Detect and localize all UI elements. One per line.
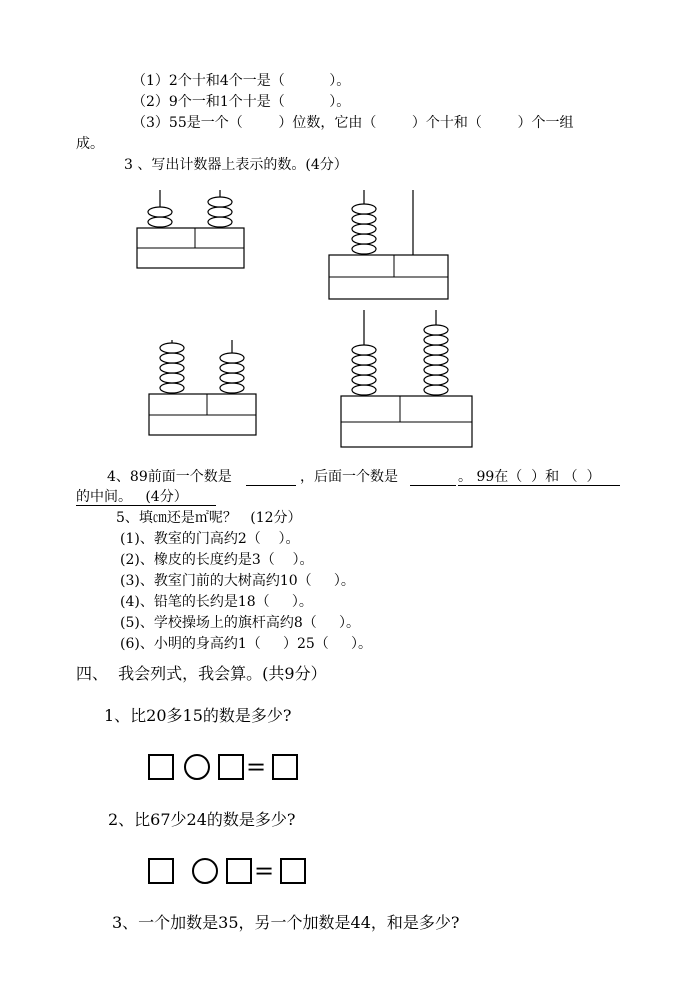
abacus-bead-tens bbox=[160, 343, 184, 353]
q5-item: (1)、教室的门高约2（ ）。 bbox=[120, 531, 300, 547]
abacus-bead-tens bbox=[352, 244, 376, 254]
abacus-bead-tens bbox=[160, 373, 184, 383]
q4-text-d: 的中间。 (4分） bbox=[76, 489, 188, 505]
answer-box[interactable] bbox=[148, 858, 174, 884]
q5-item: (4)、铅笔的长约是18（ ）。 bbox=[120, 594, 313, 610]
q3-title: 3 、写出计数器上表示的数。(4分） bbox=[124, 157, 348, 173]
abacus-bead-tens bbox=[148, 217, 172, 227]
q5-title: 5、填㎝还是㎡呢？ (12分） bbox=[116, 510, 302, 526]
abacus-bead-ones bbox=[424, 365, 448, 375]
q2-line-3: （3）55是一个（ ）位数，它由（ ）个十和（ ）个一组 bbox=[132, 115, 574, 131]
answer-box[interactable] bbox=[280, 858, 306, 884]
abacus-bead-ones bbox=[424, 375, 448, 385]
q2-line-2: （2）9个一和1个十是（ ）。 bbox=[132, 94, 351, 110]
answer-box[interactable] bbox=[272, 754, 298, 780]
problem-3: 3、一个加数是35，另一个加数是44，和是多少? bbox=[112, 913, 460, 932]
q2-line-1: （1）2个十和4个一是（ ）。 bbox=[132, 73, 351, 89]
answer-box[interactable] bbox=[226, 858, 252, 884]
operator-circle[interactable] bbox=[184, 754, 210, 780]
abacus-bead-tens bbox=[352, 345, 376, 355]
abacus-bead-ones bbox=[424, 355, 448, 365]
abacus-bead-tens bbox=[352, 224, 376, 234]
abacus-bead-ones bbox=[424, 325, 448, 335]
q4-underline bbox=[458, 485, 620, 486]
q5-item: (2)、橡皮的长度约是3（ ）。 bbox=[120, 552, 314, 568]
q4-blank-1 bbox=[246, 485, 296, 486]
abacus-bead-tens bbox=[148, 207, 172, 217]
abacus-bead-ones bbox=[424, 335, 448, 345]
abacus-bead-tens bbox=[352, 375, 376, 385]
q5-item: (3)、教室门前的大树高约10（ ）。 bbox=[120, 573, 355, 589]
abacus-bead-ones bbox=[220, 373, 244, 383]
abacus-bead-ones bbox=[220, 353, 244, 363]
abacus-bead-tens bbox=[352, 234, 376, 244]
abacus-bead-tens bbox=[352, 385, 376, 395]
abacus-bead-tens bbox=[160, 353, 184, 363]
q4-text-a: 4、89前面一个数是 bbox=[107, 469, 232, 485]
abacus-bead-ones bbox=[424, 345, 448, 355]
abacus-bead-ones bbox=[208, 197, 232, 207]
problem-2: 2、比67少24的数是多少? bbox=[108, 810, 296, 829]
abacus-bead-tens bbox=[160, 383, 184, 393]
abacus-bead-tens bbox=[160, 363, 184, 373]
abacus-bead-ones bbox=[424, 385, 448, 395]
abacus-bead-ones bbox=[220, 363, 244, 373]
abacus-bead-ones bbox=[208, 217, 232, 227]
q2-line-4: 成。 bbox=[76, 136, 104, 152]
abacus-bead-tens bbox=[352, 365, 376, 375]
answer-box[interactable] bbox=[218, 754, 244, 780]
q4-text-b: ，后面一个数是 bbox=[300, 469, 398, 485]
problem-1: 1、比20多15的数是多少? bbox=[104, 706, 292, 725]
abacus-bead-ones bbox=[208, 207, 232, 217]
answer-box[interactable] bbox=[148, 754, 174, 780]
operator-circle[interactable] bbox=[192, 858, 218, 884]
section-4-title: 四、 我会列式，我会算。(共9分） bbox=[76, 664, 327, 683]
abacus-bead-tens bbox=[352, 204, 376, 214]
q5-item: (6)、小明的身高约1（ ）25（ ）。 bbox=[120, 636, 373, 652]
abacus-bead-tens bbox=[352, 214, 376, 224]
abacus-bead-ones bbox=[220, 383, 244, 393]
q4-blank-2 bbox=[410, 485, 456, 486]
q5-item: (5)、学校操场上的旗杆高约8（ ）。 bbox=[120, 615, 360, 631]
q4-underline-2 bbox=[76, 505, 216, 506]
equals-sign: = bbox=[246, 753, 267, 781]
equals-sign: = bbox=[254, 857, 275, 885]
q4-text-c: 。 99在（ ）和 （ ） bbox=[458, 469, 601, 485]
abacus-bead-tens bbox=[352, 355, 376, 365]
